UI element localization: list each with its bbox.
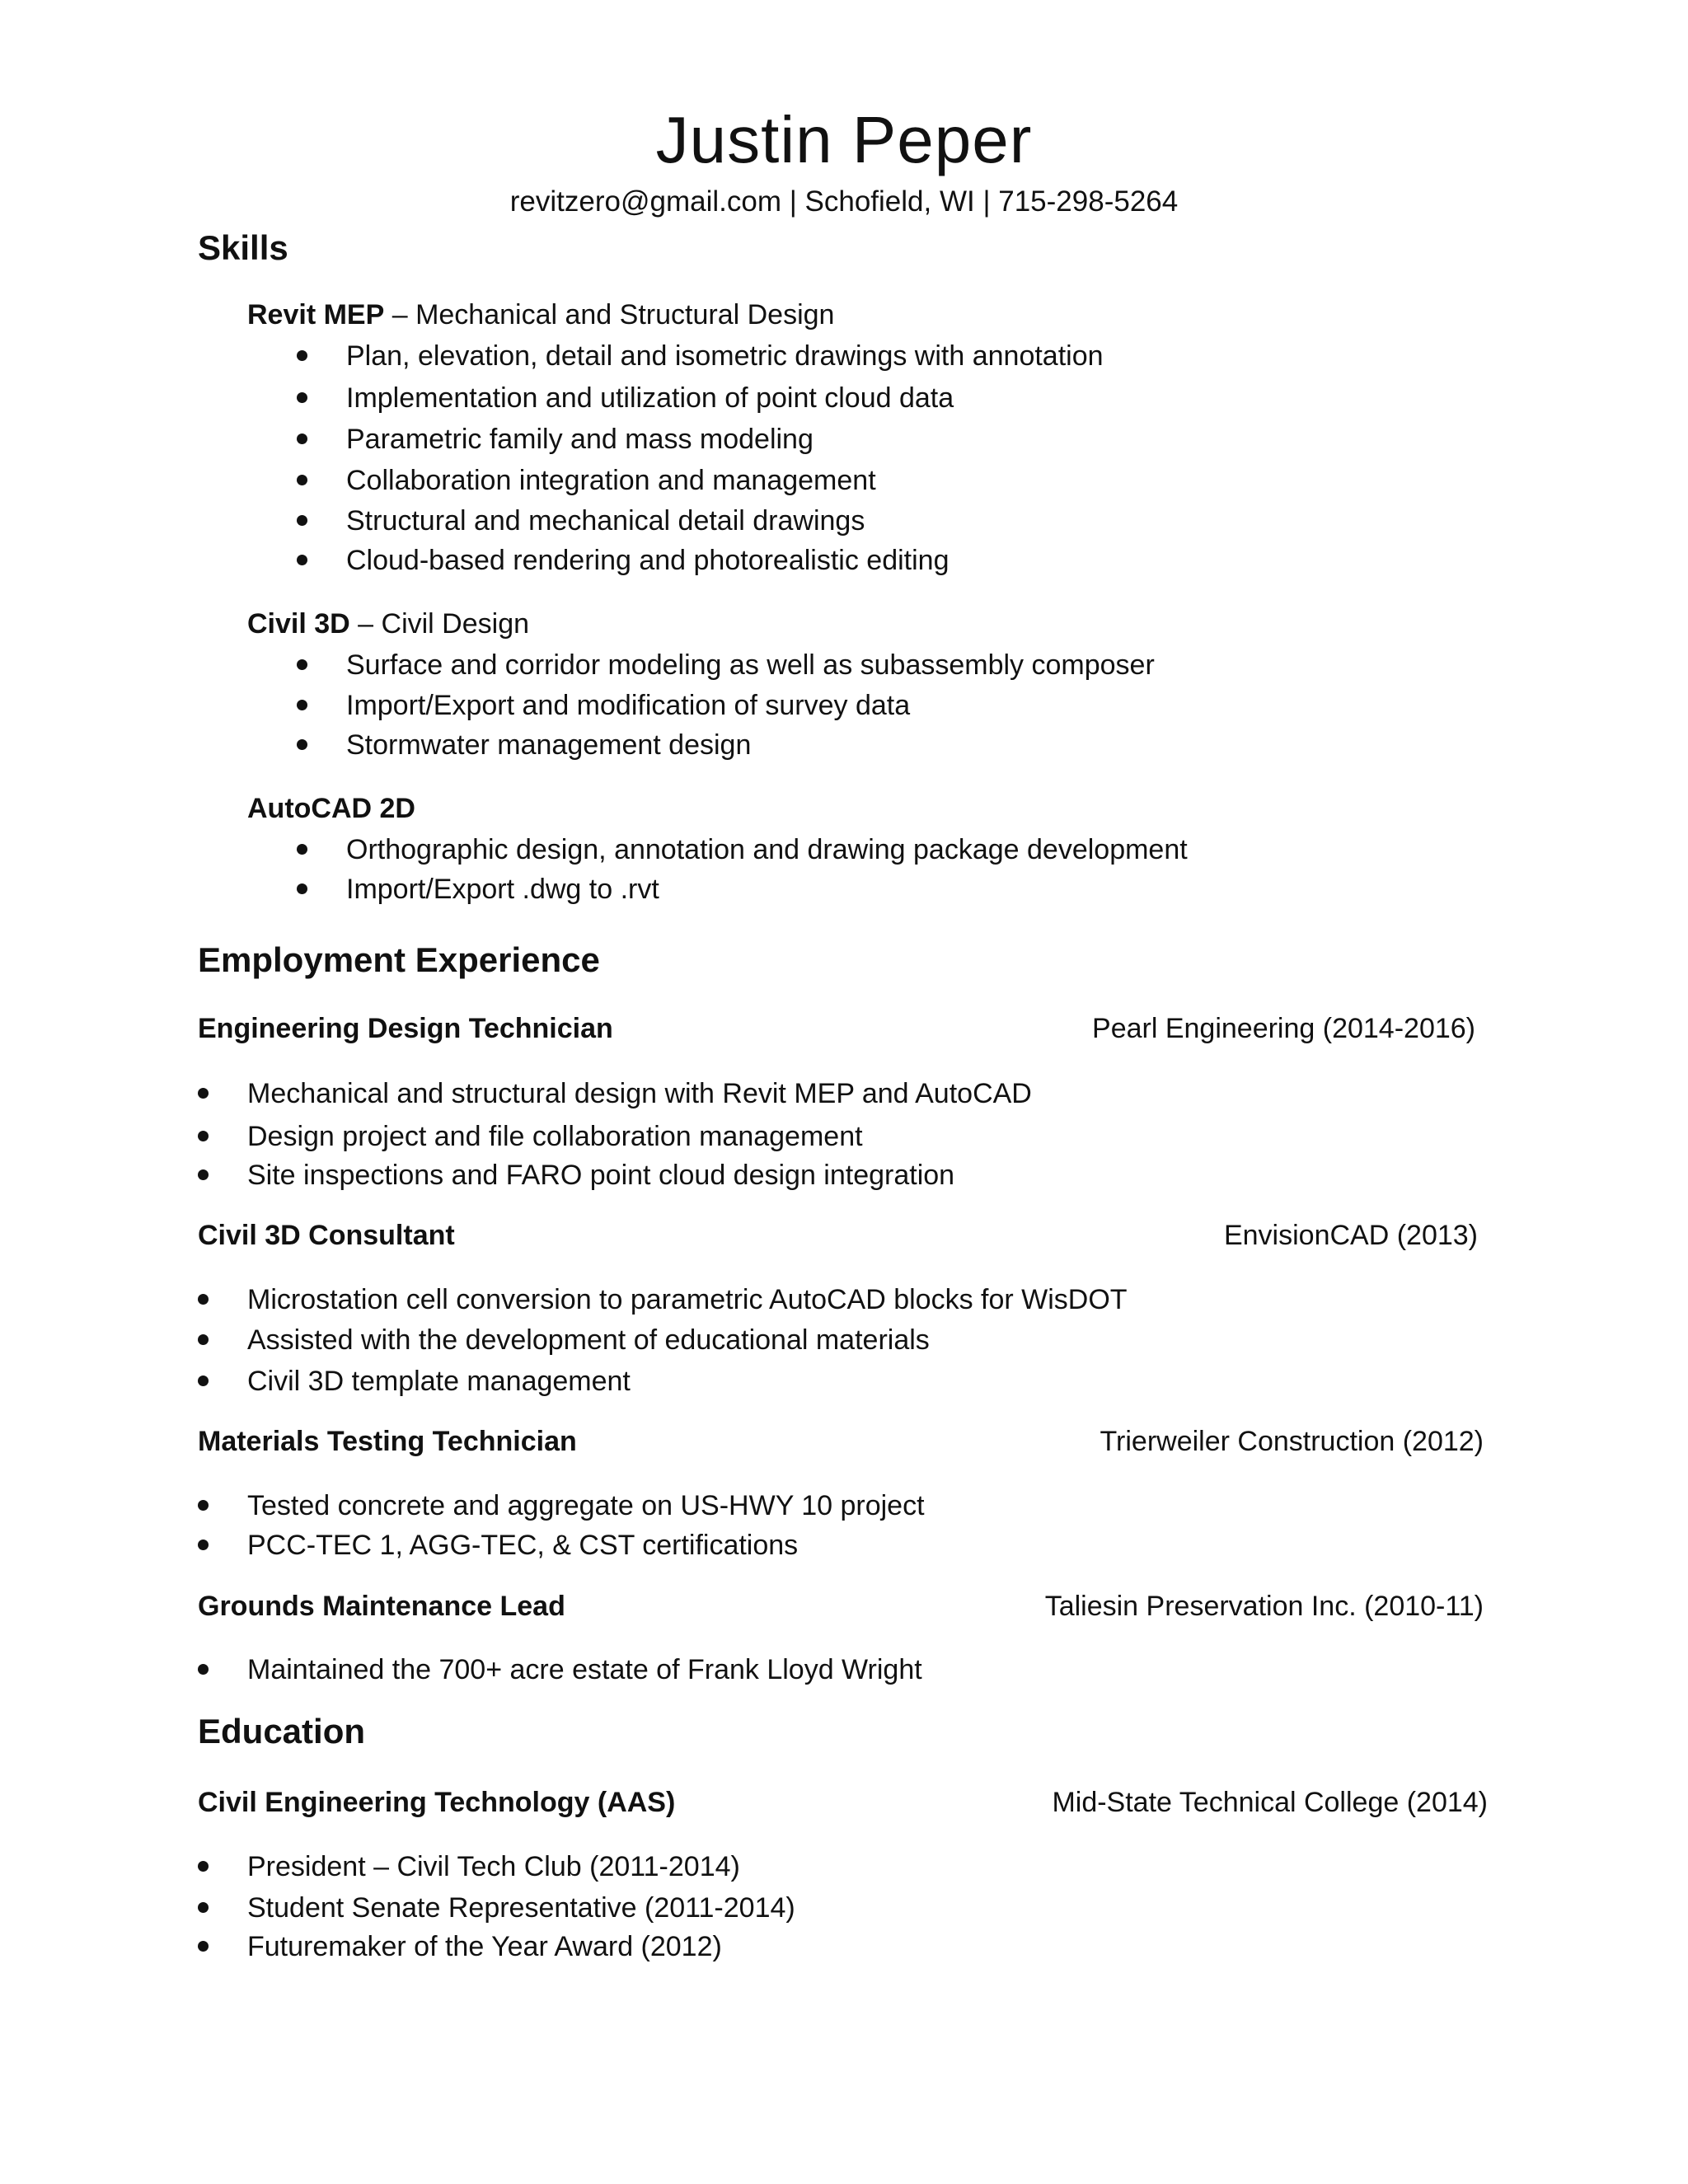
job-organization: EnvisionCAD (2013) [1223,1220,1478,1251]
employment-heading: Employment Experience [198,940,600,979]
skill-group-title [247,297,834,333]
bullet-icon [198,1941,209,1952]
bullet-icon [198,1902,209,1913]
list-item-text: Orthographic design, annotation and drawing package development [346,834,1188,865]
job-title: Engineering Design Technician [198,1013,613,1044]
skills-heading: Skills [198,228,288,267]
bullet-icon [297,739,307,750]
bullet-icon [198,1131,209,1141]
bullet-icon [297,844,307,855]
bullet-icon [297,434,307,444]
contact-line: revitzero@gmail.com | Schofield, WI | 715-298-5264 [509,185,1179,218]
bullet-icon [297,475,307,485]
list-item-text: Civil 3D template management [247,1366,631,1397]
list-item-text: Futuremaker of the Year Award (2012) [247,1931,722,1962]
job-organization: Trierweiler Construction (2012) [1100,1426,1484,1457]
list-item-text: Surface and corridor modeling as well as subassembly composer [346,649,1155,681]
list-item-text: Student Senate Representative (2011-2014) [247,1892,795,1924]
skill-group-name: Revit MEP [247,299,385,330]
job-title: Civil 3D Consultant [198,1220,455,1251]
bullet-icon [198,1294,209,1305]
list-item-text: PCC-TEC 1, AGG-TEC, & CST certifications [247,1530,799,1561]
list-item-text: Cloud-based rendering and photorealistic editing [346,545,950,576]
list-item-text: Mechanical and structural design with Revit MEP and AutoCAD [247,1078,1032,1109]
list-item-text: Design project and file collaboration management [247,1121,863,1152]
list-item-text: Import/Export .dwg to .rvt [346,874,659,905]
bullet-icon [297,515,307,526]
list-item-text: Import/Export and modification of survey data [346,690,911,721]
job-organization: Taliesin Preservation Inc. (2010-11) [1044,1591,1484,1622]
bullet-icon [198,1088,209,1099]
skill-group-name: Civil 3D [247,608,350,640]
skill-group-subtitle: – Mechanical and Structural Design [384,299,835,330]
bullet-icon [297,555,307,565]
list-item-text: Implementation and utilization of point cloud data [346,382,954,414]
bullet-icon [198,1334,209,1345]
bullet-icon [297,350,307,361]
skill-group-name: AutoCAD 2D [247,793,415,824]
list-item-text: President – Civil Tech Club (2011-2014) [247,1851,740,1882]
degree-title: Civil Engineering Technology (AAS) [198,1787,676,1818]
list-item-text: Maintained the 700+ acre estate of Frank Lloyd Wright [247,1654,922,1685]
bullet-icon [198,1540,209,1550]
bullet-icon [198,1376,209,1386]
list-item-text: Structural and mechanical detail drawings [346,505,865,537]
skill-group-title [247,606,529,642]
bullet-icon [198,1664,209,1675]
job-title: Materials Testing Technician [198,1426,577,1457]
list-item-text: Parametric family and mass modeling [346,424,814,455]
skill-group-subtitle: – Civil Design [349,608,530,640]
bullet-icon [198,1861,209,1872]
list-item-text: Assisted with the development of educational materials [247,1324,930,1356]
list-item-text: Plan, elevation, detail and isometric drawings with annotation [346,340,1104,372]
list-item-text: Collaboration integration and management [346,465,876,496]
job-title: Grounds Maintenance Lead [198,1591,565,1622]
bullet-icon [297,883,307,894]
job-organization: Pearl Engineering (2014-2016) [1092,1013,1475,1044]
skill-group-title [247,790,415,827]
resume-name: Justin Peper [655,103,1033,176]
bullet-icon [198,1169,209,1180]
bullet-icon [297,392,307,403]
list-item-text: Site inspections and FARO point cloud design integration [247,1160,955,1191]
school-name: Mid-State Technical College (2014) [1052,1787,1488,1818]
bullet-icon [198,1500,209,1511]
bullet-icon [297,700,307,710]
list-item-text: Microstation cell conversion to parametric AutoCAD blocks for WisDOT [247,1284,1128,1315]
bullet-icon [297,659,307,670]
education-heading: Education [198,1712,366,1750]
list-item-text: Tested concrete and aggregate on US-HWY 10 project [247,1490,925,1521]
list-item-text: Stormwater management design [346,729,752,761]
